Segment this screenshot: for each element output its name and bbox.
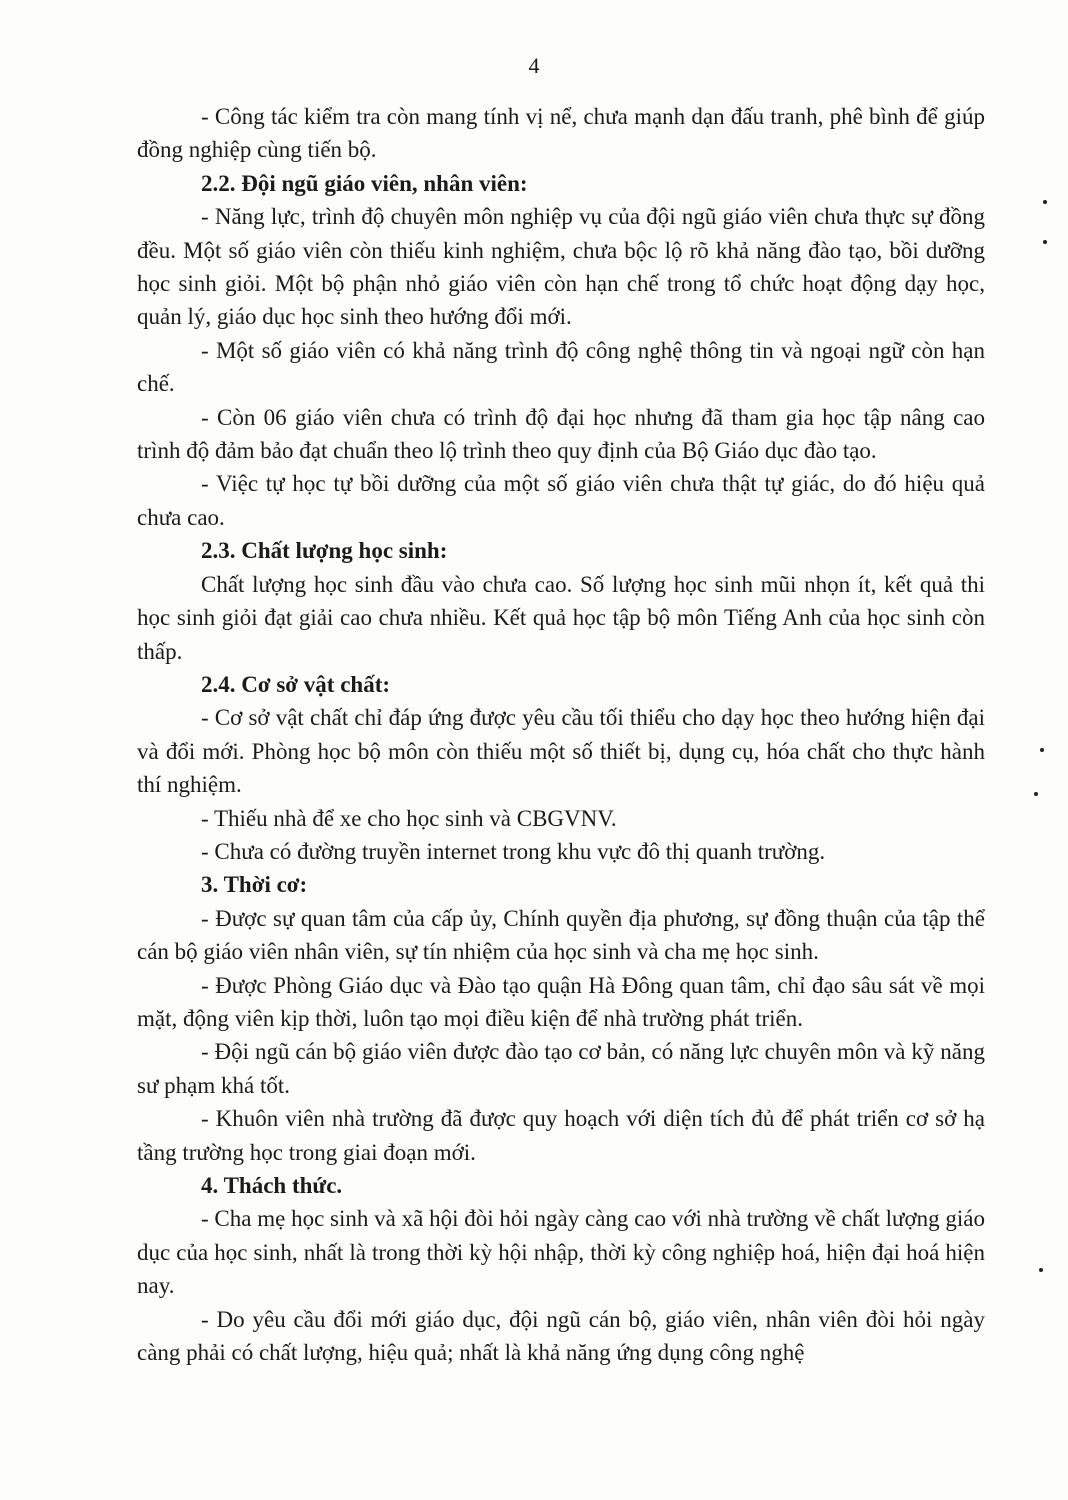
paragraph-degree-requirements: - Còn 06 giáo viên chưa có trình độ đại học nhưng đã tham gia học tập nâng cao trình độ đảm bảo đạt chuẩn theo lộ trình theo quy định của Bộ Giáo dục đào tạo.	[137, 404, 985, 464]
paragraph-self-study: - Việc tự học tự bồi dưỡng của một số giáo viên chưa thật tự giác, do đó hiệu quả chưa cao.	[137, 471, 985, 530]
paragraph-staff-training: - Đội ngũ cán bộ giáo viên được đào tạo cơ bản, có năng lực chuyên môn và kỹ năng sư phạm khá tốt.	[137, 1039, 985, 1098]
paragraph-local-support: - Được sự quan tâm của cấp ủy, Chính quyền địa phương, sự đồng thuận của tập thể cán bộ giáo viên nhân viên, sự tín nhiệm của học sinh và cha mẹ học sinh.	[137, 905, 985, 965]
paragraph-reform-requirements: - Do yêu cầu đổi mới giáo dục, đội ngũ cán bộ, giáo viên, nhân viên đòi hỏi ngày càng phải có chất lượng, hiệu quả; nhất là khả năng ứng dụng công nghệ	[137, 1306, 985, 1366]
document-body	[137, 100, 985, 1369]
scan-speck	[1043, 240, 1047, 244]
scan-speck	[1034, 792, 1038, 796]
page-number: 4	[528, 53, 540, 78]
paragraph-inspection-work: - Công tác kiểm tra còn mang tính vị nể, chưa mạnh dạn đấu tranh, phê bình để giúp đồng nghiệp cùng tiến bộ.	[137, 104, 985, 163]
heading-opportunities: 3. Thời cơ:	[201, 872, 308, 898]
paragraph-staff-competence: - Năng lực, trình độ chuyên môn nghiệp vụ của đội ngũ giáo viên chưa thực sự đồng đều. Một số giáo viên còn thiếu kinh nghiệm, chưa bộc lộ rõ khả năng đào tạo, bồi dưỡng học sinh giỏi. Một bộ phận nhỏ giáo viên còn hạn chế trong tổ chức hoạt động dạy học, quản lý, giáo dục học sinh theo hướng đổi mới.	[137, 204, 985, 330]
heading-facilities: 2.4. Cơ sở vật chất:	[201, 671, 391, 697]
paragraph-department-support: - Được Phòng Giáo dục và Đào tạo quận Hà Đông quan tâm, chỉ đạo sâu sát về mọi mặt, động viên kịp thời, luôn tạo mọi điều kiện để nhà trường phát triển.	[137, 972, 985, 1031]
paragraph-parking-shortage: - Thiếu nhà để xe cho học sinh và CBGVNV.	[201, 805, 617, 831]
scan-speck	[1040, 748, 1044, 752]
scan-speck	[1039, 1268, 1043, 1272]
paragraph-facilities-minimum: - Cơ sở vật chất chỉ đáp ứng được yêu cầu tối thiểu cho dạy học theo hướng hiện đại và đổi mới. Phòng học bộ môn còn thiếu một số thiết bị, dụng cụ, hóa chất cho thực hành thí nghiệm.	[137, 705, 985, 798]
paragraph-campus-planning: - Khuôn viên nhà trường đã được quy hoạch với diện tích đủ để phát triển cơ sở hạ tầng trường học trong giai đoạn mới.	[137, 1106, 985, 1165]
heading-student-quality: 2.3. Chất lượng học sinh:	[201, 538, 448, 564]
heading-teaching-staff: 2.2. Đội ngũ giáo viên, nhân viên:	[201, 170, 528, 196]
paragraph-student-quality: Chất lượng học sinh đầu vào chưa cao. Số lượng học sinh mũi nhọn ít, kết quả thi học sinh giỏi đạt giải cao chưa nhiều. Kết quả học tập bộ môn Tiếng Anh của học sinh còn thấp.	[137, 571, 985, 664]
scan-speck	[1043, 200, 1047, 204]
paragraph-internet-access: - Chưa có đường truyền internet trong khu vực đô thị quanh trường.	[201, 838, 826, 864]
paragraph-parent-expectations: - Cha mẹ học sinh và xã hội đòi hỏi ngày càng cao với nhà trường về chất lượng giáo dục của học sinh, nhất là trong thời kỳ hội nhập, thời kỳ công nghiệp hoá, hiện đại hoá hiện nay.	[137, 1206, 985, 1299]
heading-challenges: 4. Thách thức.	[201, 1173, 343, 1198]
paragraph-it-language-skills: - Một số giáo viên có khả năng trình độ công nghệ thông tin và ngoại ngữ còn hạn chế.	[137, 337, 985, 397]
